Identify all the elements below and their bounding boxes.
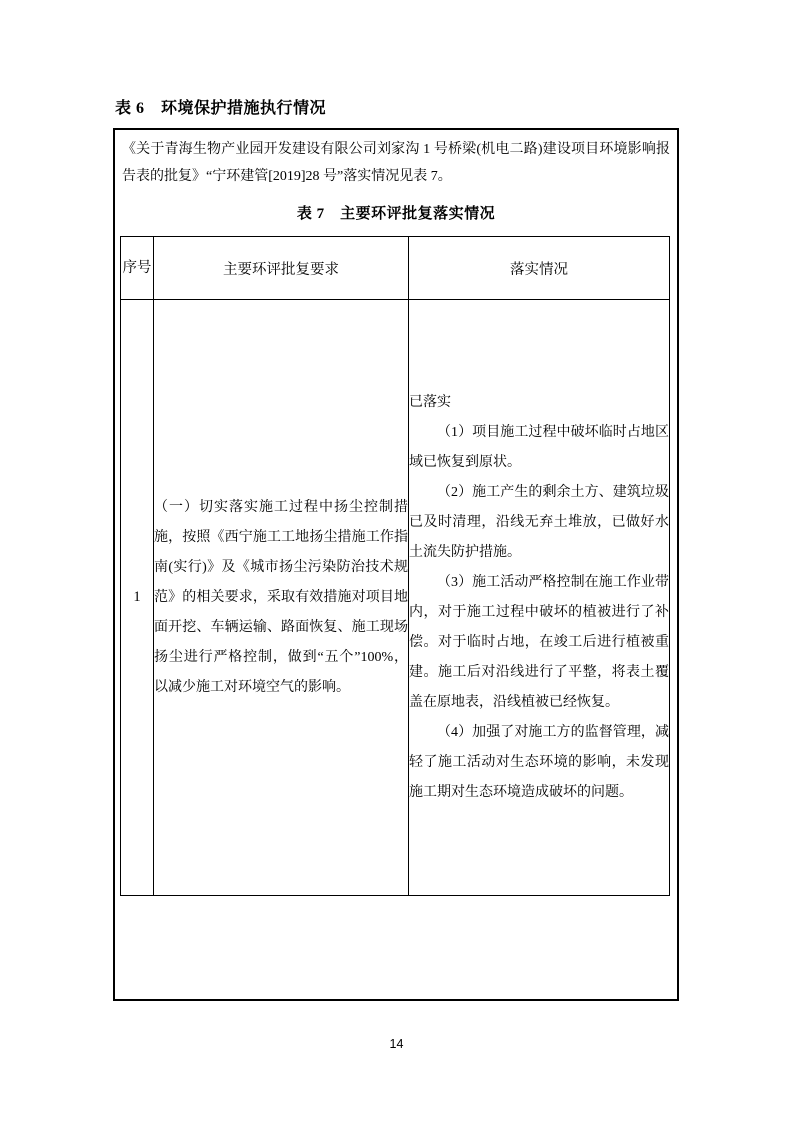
column-header-requirement: 主要环评批复要求 bbox=[154, 237, 409, 300]
cell-implementation bbox=[409, 300, 670, 896]
table6-caption: 表 6 环境保护措施执行情况 bbox=[115, 100, 327, 117]
report-section-box bbox=[113, 128, 679, 1001]
implementation-item-3: （3）施工活动严格控制在施工作业带内，对于施工过程中破坏的植被进行了补偿。对于临时占地，在竣工后进行植被重建。施工后对沿线进行了平整，将表土覆盖在原地表，沿线植被已经恢复。 bbox=[409, 574, 669, 710]
cell-row-index: 1 bbox=[121, 300, 154, 896]
page-number: 14 bbox=[389, 1037, 404, 1051]
implementation-item-4: （4）加强了对施工方的监督管理，减轻了施工活动对生态环境的影响，未发现施工期对生态环境造成破坏的问题。 bbox=[409, 724, 669, 800]
implementation-item-1: （1）项目施工过程中破坏临时占地区域已恢复到原状。 bbox=[409, 424, 669, 470]
column-header-implementation: 落实情况 bbox=[409, 237, 670, 300]
implementation-status: 已落实 bbox=[409, 394, 451, 410]
table-row bbox=[121, 300, 670, 896]
table7-header-row bbox=[121, 237, 670, 300]
table7-caption: 表 7 主要环评批复落实情况 bbox=[296, 206, 496, 222]
table7 bbox=[120, 236, 670, 896]
intro-paragraph: 《关于青海生物产业园开发建设有限公司刘家沟 1 号桥梁(机电二路)建设项目环境影响报告表的批复》“宁环建管[2019]28 号”落实情况见表 7。 bbox=[122, 142, 670, 184]
column-header-index: 序号 bbox=[121, 237, 154, 300]
requirement-text: （一）切实落实施工过程中扬尘控制措施，按照《西宁施工工地扬尘措施工作指南(实行)》及《城市扬尘污染防治技术规范》的相关要求，采取有效措施对项目地面开挖、车辆运输、路面恢复、施工现场扬尘进行严格控制，做到“五个”100%，以减少施工对环境空气的影响。 bbox=[154, 499, 408, 695]
implementation-item-2: （2）施工产生的剩余土方、建筑垃圾已及时清理，沿线无弃土堆放，已做好水土流失防护措施。 bbox=[409, 484, 669, 560]
cell-requirement bbox=[154, 300, 409, 896]
